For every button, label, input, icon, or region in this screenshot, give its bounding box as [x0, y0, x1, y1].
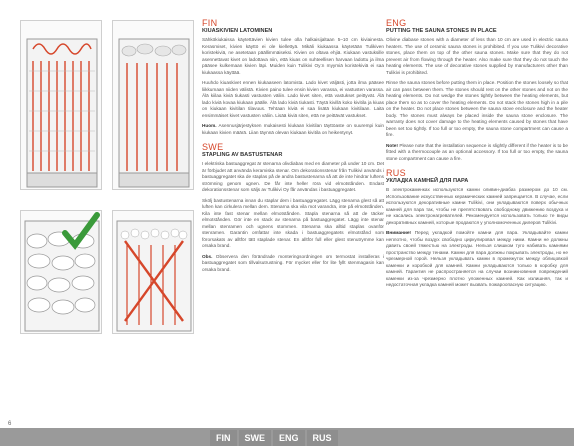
swe-note: [202, 254, 384, 274]
footer-language-tabs: [210, 430, 340, 446]
rus-note-label: Внимание!: [386, 230, 411, 235]
incorrect-stacking-figure: [112, 210, 194, 334]
swe-title: STAPLING AV BASTUSTENAR: [202, 152, 283, 158]
rus-title: УКЛАДКА КАМНЕЙ ДЛЯ ПАРА: [386, 178, 469, 184]
swe-section: [202, 142, 384, 273]
fin-note: [202, 123, 384, 136]
footer-tab-swe: SWE: [239, 430, 272, 446]
rus-note: [386, 230, 568, 289]
fin-heading: FIN: [202, 18, 218, 28]
fin-title: KIUASKIVIEN LATOMINEN: [202, 28, 273, 34]
middle-column: [202, 18, 384, 279]
fin-note-text: Asennusjärjestyksen mukaisesti kiukaan kivitilan täyttöaste on suurempi kuin kiukaan kivien määrä. Liian täynnä olevan kiukaan kivitila on heikentynyt.: [202, 123, 385, 135]
rus-section: [386, 168, 568, 289]
swe-paragraph-2: Skölj bastustenarna innan du staplar dem i bastuaggregatet. Lägg stenarna glest så att luften kan cirkulera mellan dem. Stenarna ska vila mot varandra, inte på elmotstånden. Kila inte fast stenar mellan elmotstånden. Stapla stenarna så att de täcker elmotstånden. Gör inte en stack av stenarna på bastuaggregatet. Lägg inte stenar mellan stenramen och ugnens stommen. Stenarna ska alltid staplas ovanför stenramen. Garantin omfattar inte skada i bastuaggregatets elmotstånd som förorsakats av alltför tätt staplade stenar. En alltför full eller glest stenutrymme kan orsaka brand.: [202, 197, 384, 248]
swe-note-label: Obs.: [202, 253, 213, 259]
heater-elements-figure: [20, 20, 102, 190]
eng-note-label: Note!: [386, 142, 398, 148]
eng-section: [386, 18, 568, 162]
right-column: [386, 18, 568, 295]
page-number: 6: [8, 421, 12, 427]
swe-heading: SWE: [202, 142, 224, 152]
rus-heading: RUS: [386, 168, 406, 178]
footer-tab-rus: RUS: [307, 430, 338, 446]
eng-title: PUTTING THE SAUNA STONES IN PLACE: [386, 28, 497, 34]
fin-section: [202, 18, 384, 136]
fin-paragraph-2: Huuhdo kiuaskivet ennen kiukaaseen latomista. Lado kivet väljästi, jotta ilma pääsee liikkumaan niiden välistä. Kivien paino tulee ensin kivien varassa, ei vastusten varassa. Älä kiilaa kiviä tiukasti vastusten väliin. Lado kivet siten, että vastukset peittyvät. Älä lado kiviä kovaa kiukaan päälle. Älä lado kiviä tiukasti. Täytä kivillä koko kivitila ja kiuas on kiukaan kivitilan tilavuus. Tehtaan kiviä ei saa lisätä kiukaan kivitilaan. Laita ensimmäiset kivet vastusten väliin. Lisää kiviä siten, että ne peittävät vastukset.: [202, 80, 384, 118]
rus-note-text: Перед укладкой помойте камни для пара. Укладывайте камни неплотно, чтобы воздух свободно циркулировал между ними. Камни не должны давить своей тяжестью на электроды. Нельзя слишком туго набивать камнями пространство между тенами. Камни для пара должны покрывать электроды, но не чрезмерной горой. Нельзя укладывать камни в промежуток между облицовкой каменки и коробкой для камней. Камни укладываются только в коробку для камней. Гарантия не распространяется на случаи возникновения повреждений каменки из-за чрезмерно плотно уложенных камней. Как излишняя, так и недостаточная укладка камней может вызвать пожароопасную ситуацию.: [386, 230, 568, 287]
fin-note-label: Huom.: [202, 123, 217, 128]
eng-heading: ENG: [386, 18, 407, 28]
swe-note-text: Observera den förändrade monteringsordningen om termostat installeras i bastuaggregatet som tillvalsutrustning. För mycket eller för lite fyllt stenmagasin kan orsaka brand.: [202, 253, 384, 272]
heater-with-stones-figure: [112, 20, 194, 190]
eng-paragraph-1: Olivine diabase stones with a diameter of less than 10 cm are used in electric sauna heaters. The use of ceramic sauna stones is prohibited. If you use Tulikivi decorative stones, place them on top of the other sauna stones. Make sure that they do not prevent air from flowing through the heater. Also make sure that they do not touch the heating elements. The use of decorative stones supplied by manufacturers other than Tulikivi is prohibited.: [386, 37, 568, 75]
swe-paragraph-1: I elektriska bastuaggregat är stenarna olivdiabas med en diameter på under 10 cm. Det är förbjudet att använda keramiska stenar. Om dekorationsstenar från Tulikivi används i bastuaggregatet ska de staplas på de andra bastustenarna så att de inte hindrar luftens strömning genom ugnen. De får inte heller röra vid elmotstånden. Endast dekorationsstenar som säljs av Tulikivi Oy får användas i bastuaggregatet.: [202, 161, 384, 192]
fin-paragraph-1: Sähkökiukaissa käytettävien kivien tulee olla halkaisijaltaan 5–10 cm kiviainesta. Kerasmiset, kivien käyttö ei ole kiellettyä. Mikäli kiukaassa käytetään Tulikiven koristekiviä, ne asetetaan päällimmäiseksi. Kivien on oltava ehjiä. Kiukaan vastuksille asennettavat kivet on ladottava niin, että kiuas on suhteellisen harvaan ladottu ja ilma pääsee kulkemaan kivien läpi. Muiden kuin Tulikivi Oy:n myymiä koristekiviä ei saa kiukaassa käyttää.: [202, 37, 384, 75]
eng-note: [386, 143, 568, 163]
footer-tab-eng: ENG: [273, 430, 305, 446]
eng-paragraph-2: Rinse the sauna stones before putting them in place. Position the stones loosely so that air can pass between them. The stones should rest on the other stones and not on the heating elements. Do not wedge the stones tightly between the heating elements, but place them so as to cover the heating elements. Do not stack the stones high in a pile on the heater. Do not place stones between the sauna stove enclosure and the heater body. The stones must always be placed inside the sauna stone enclosure. The warranty does not cover damage to the heating elements caused by stones that have been set too tightly. If too full or too empty, the sauna stone compartment can cause a fire.: [386, 80, 568, 137]
correct-stacking-figure: [20, 210, 102, 334]
rus-paragraph-1: В электрокаменках используются камни оливин-диабаз размером до 10 см. Использование искусственных керамических камней запрещается. В случае, если используются декоративные камни Tulikivi, они укладываются поверх обычных камней для пара так, чтобы не препятствовать свободному движению воздуха и не касались электронагревателей. Рекомендуется использовать только те виды декоративных камней, которые продаются у уполномоченных дилеров Tulikivi.: [386, 187, 568, 225]
footer-tab-fin: FIN: [210, 430, 237, 446]
eng-note-text: Please note that the installation sequence is slightly different if the heater is to be fitted with a thermocouple as an optional accessory. If too full or too empty, the sauna stone compartment can cause a fire.: [386, 142, 568, 161]
